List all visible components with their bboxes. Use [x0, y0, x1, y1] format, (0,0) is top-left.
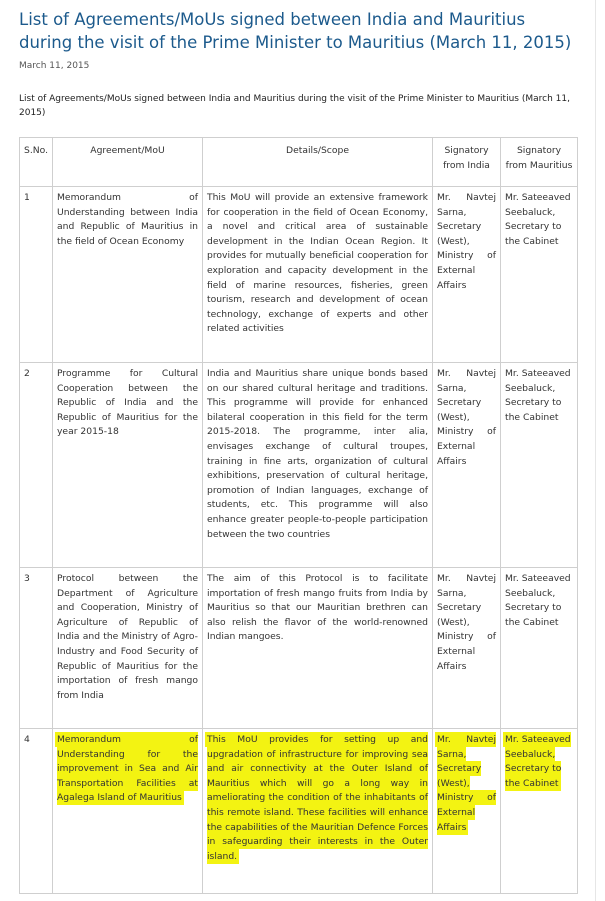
table-row [20, 363, 578, 568]
row-signatory-mauritius: Mr. Sateeaved Seebaluck, Secretary to the Cabinet [501, 363, 578, 568]
intro-text: List of Agreements/MoUs signed between India and Mauritius during the visit of the Prime Minister to Mauritius (March 11, 2015) [19, 94, 570, 118]
header-details: Details/Scope [203, 138, 433, 187]
row-agreement: Programme for Cultural Cooperation between the Republic of India and the Republic of Mauritius for the year 2015-18 [53, 363, 203, 568]
row-sno: 3 [20, 568, 53, 729]
row-signatory-india: Mr. Navtej Sarna, Secretary (West), Ministry of External Affairs [433, 363, 501, 568]
row-signatory-india: Mr. Navtej Sarna, Secretary (West), Ministry of External Affairs [437, 734, 496, 833]
row-sno: 1 [20, 187, 53, 363]
table-header-row [20, 138, 578, 187]
row-signatory-india-highlight [433, 729, 501, 894]
page-edge [595, 0, 596, 901]
row-details-highlight [203, 729, 433, 894]
agreements-table [19, 137, 578, 894]
row-signatory-mauritius: Mr. Sateeaved Seebaluck, Secretary to the Cabinet [505, 734, 571, 789]
row-signatory-india: Mr. Navtej Sarna, Secretary (West), Ministry of External Affairs [433, 187, 501, 363]
row-details: This MoU will provide an extensive framework for cooperation in the field of Ocean Economy, a novel and critical area of sustainable development in the Indian Ocean Region. It provides for mutually beneficial cooperation for exploration and capacity development in the field of marine resources, fisheries, green tourism, research and development of ocean technology, exchange of experts and other related activities [203, 187, 433, 363]
row-signatory-mauritius: Mr. Sateeaved Seebaluck, Secretary to the Cabinet [501, 187, 578, 363]
table-row [20, 568, 578, 729]
table-row [20, 187, 578, 363]
row-sno: 2 [20, 363, 53, 568]
row-agreement: Memorandum of Understanding for the improvement in Sea and Air Transportation Facilities at Agalega Island of Mauritius [57, 734, 198, 804]
row-details: This MoU provides for setting up and upgradation of infrastructure for improving sea and air connectivity at the Outer Island of Mauritius which will go a long way in ameliorating the condition of the inhabitants of this remote island. These facilities will enhance the capabilities of the Mauritian Defence Forces in safeguarding their interests in the Outer island. [207, 734, 428, 862]
row-agreement: Memorandum of Understanding between India and Republic of Mauritius in the field of Ocean Economy [53, 187, 203, 363]
row-sno: 4 [20, 729, 53, 894]
row-signatory-mauritius-highlight [501, 729, 578, 894]
header-sno: S.No. [20, 138, 53, 187]
header-signatory-india: Signatory from India [433, 138, 501, 187]
table-row-highlighted [20, 729, 578, 894]
row-signatory-india: Mr. Navtej Sarna, Secretary (West), Ministry of External Affairs [433, 568, 501, 729]
header-signatory-mauritius: Signatory from Mauritius [501, 138, 578, 187]
row-agreement-highlight [53, 729, 203, 894]
row-agreement: Protocol between the Department of Agriculture and Cooperation, Ministry of Agriculture of Republic of India and the Ministry of Agro-Industry and Food Security of Republic of Mauritius for the importation of fresh mango from India [53, 568, 203, 729]
publish-date: March 11, 2015 [19, 61, 90, 71]
header-agreement: Agreement/MoU [53, 138, 203, 187]
row-details: The aim of this Protocol is to facilitate importation of fresh mango fruits from India by Mauritius so that our Mauritian brethren can also relish the flavor of the world-renowned Indian mangoes. [203, 568, 433, 729]
row-signatory-mauritius: Mr. Sateeaved Seebaluck, Secretary to the Cabinet [501, 568, 578, 729]
page-title: List of Agreements/MoUs signed between India and Mauritius during the visit of the Prime Minister to Mauritius (March 11, 2015) [19, 10, 572, 52]
row-details [203, 363, 433, 568]
details-part: India and Mauritius share unique bonds based on our shared cultural heritage and traditions. This programme will provide for enhanced bilateral cooperation in this field for the term 2015-2018. The programme, inter alia, envisages exchange of cultural troupes, training in fine arts, organization of cultural exhibitions, preservation of cultural heritage, promotion of Indian languages, exchange of students, etc. This programme will also enhance greater people-to-people participation between the two countries [207, 368, 428, 540]
